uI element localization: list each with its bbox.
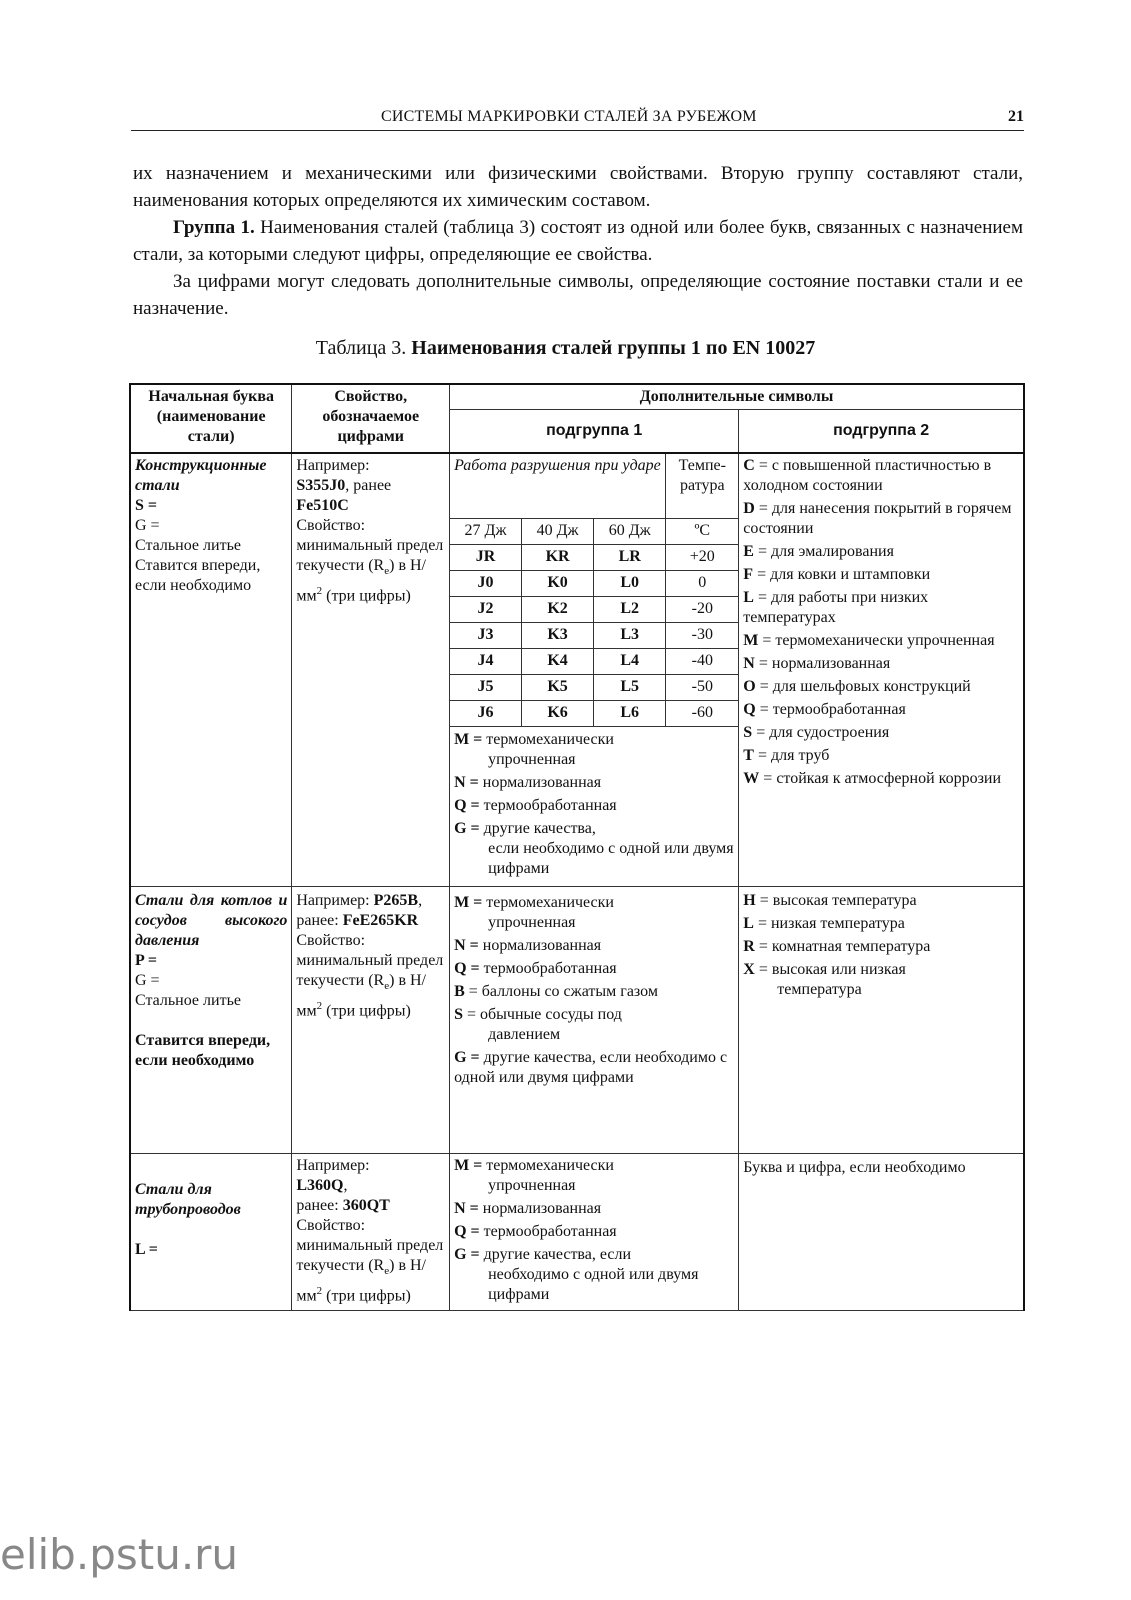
structural-note: Ставится впереди, если необходимо [135, 557, 261, 594]
symbol-desc: = обычные сосуды под [462, 1006, 622, 1023]
impact-row [450, 597, 738, 623]
symbol-key: N [743, 655, 755, 672]
symbol-item [743, 746, 1019, 766]
symbol-desc-cont: температура [777, 981, 862, 998]
symbol-desc: = для ковки и штамповки [753, 566, 931, 583]
symbol-desc: другие качества, если необходимо с одной или двумя цифрами [454, 1049, 728, 1086]
impact-cell: LR [594, 545, 666, 571]
symbol-item [454, 959, 734, 979]
symbol-item [454, 819, 734, 879]
symbol-key: B [454, 983, 465, 1000]
symbol-desc-cont: необходимо с одной или двумя цифрами [488, 1266, 699, 1303]
example-tail: , [418, 892, 423, 909]
symbol-desc: = высокая или низкая [754, 961, 906, 978]
symbol-item [454, 773, 734, 793]
property-unit: ) в Н/мм [296, 972, 426, 1020]
example-old-label: ранее: [296, 1197, 343, 1214]
symbol-key: W [743, 770, 760, 787]
symbol-desc: = для шельфовых конструкций [755, 678, 971, 695]
impact-table [450, 454, 738, 727]
impact-cell: -30 [666, 623, 739, 649]
property-sup: 2 [316, 1000, 323, 1013]
impact-col-header: 27 Дж [450, 519, 521, 545]
pressure-p: P = [135, 952, 158, 969]
head-additional-symbols: Дополнительные символы [450, 384, 1024, 410]
symbol-item [743, 937, 1019, 957]
impact-row [450, 571, 738, 597]
impact-cell: J4 [450, 649, 521, 675]
running-header [131, 104, 1024, 131]
symbol-desc: термомеханически [482, 1157, 614, 1174]
symbol-key: Q = [454, 797, 480, 814]
symbol-item [743, 960, 1019, 1000]
paragraph-1: их назначением и механическими или физическими свойствами. Вторую группу составляют стали, наименования которых определяются их химическим составом. [133, 163, 1023, 211]
example-code: S355J0 [296, 477, 346, 494]
impact-cell: +20 [666, 545, 739, 571]
impact-cell: -50 [666, 675, 739, 701]
symbol-item [454, 1222, 734, 1242]
symbol-desc: термообработанная [479, 1223, 617, 1240]
impact-cell: J5 [450, 675, 521, 701]
symbol-desc: термомеханически [482, 894, 614, 911]
impact-cell: 0 [666, 571, 739, 597]
symbol-desc-cont: давлением [488, 1026, 561, 1043]
cell-pressure-property [292, 887, 450, 1154]
symbol-key: M = [454, 731, 483, 748]
symbol-desc: = термомеханически упрочненная [758, 632, 995, 649]
impact-temp-header: Темпе-ратура [666, 454, 739, 519]
property-sub: e [384, 980, 390, 993]
impact-cell: L5 [594, 675, 666, 701]
symbol-key: N = [454, 937, 479, 954]
example-tail: , ранее [345, 477, 392, 494]
symbol-key: F [743, 566, 754, 583]
symbol-desc: = для эмалирования [753, 543, 894, 560]
impact-cell: K0 [522, 571, 594, 597]
impact-cell: L3 [594, 623, 666, 649]
cell-pressure-subgroup-2 [739, 887, 1024, 1154]
impact-cell: K2 [522, 597, 594, 623]
example-code: L360Q [296, 1177, 344, 1194]
symbol-item [743, 565, 1019, 585]
pressure-title: Стали для котлов и сосудов высокого давления [135, 892, 288, 949]
structural-g: G = [135, 517, 160, 534]
property-digits: (три цифры) [322, 1287, 411, 1305]
pressure-note: Ставится впереди, если необходимо [135, 1032, 271, 1069]
impact-cell: J2 [450, 597, 521, 623]
caption-title: Наименования сталей группы 1 по EN 10027 [411, 337, 816, 359]
impact-cell: J0 [450, 571, 521, 597]
subgroup-1-label: подгруппа 1 [546, 422, 643, 439]
example-old-code: 360QT [342, 1197, 390, 1214]
symbol-item [743, 588, 1019, 628]
pressure-cast: Стальное литье [135, 992, 241, 1009]
impact-row [450, 623, 738, 649]
symbol-item [743, 700, 1019, 720]
impact-col-header: 60 Дж [594, 519, 666, 545]
head-initial-letter: Начальная буква (наименование стали) [130, 384, 292, 453]
pipeline-subgroup-2-text: Буква и цифра, если необходимо [743, 1159, 966, 1176]
impact-cell: K3 [522, 623, 594, 649]
symbol-item [454, 1156, 734, 1196]
symbol-key: L [743, 589, 754, 606]
cell-pipeline-subgroup-2 [739, 1154, 1024, 1311]
symbol-desc: нормализованная [478, 937, 602, 954]
property-text: Свойство: минимальный предел текучести (R [296, 1217, 444, 1274]
property-sub: e [384, 1265, 390, 1278]
impact-title: Работа разрушения при ударе [450, 454, 666, 519]
running-title: СИСТЕМЫ МАРКИРОВКИ СТАЛЕЙ ЗА РУБЕЖОМ [381, 108, 757, 125]
symbol-key: Q = [454, 960, 480, 977]
impact-col-header: 40 Дж [522, 519, 594, 545]
symbol-key: M [743, 632, 759, 649]
symbol-desc-cont: упрочненная [488, 914, 576, 931]
symbol-key: Q [743, 701, 756, 718]
symbol-desc: = для труб [753, 747, 830, 764]
paragraph-2-text: Наименования сталей (таблица 3) состоят из одной или более букв, связанных с назначением стали, за которыми следуют цифры, определяющие ее свойства. [133, 217, 1023, 265]
impact-row [450, 701, 738, 727]
impact-cell: J3 [450, 623, 521, 649]
symbol-desc: = нормализованная [754, 655, 891, 672]
example-label: Например: [296, 892, 374, 909]
symbol-desc: = баллоны со сжатым газом [464, 983, 658, 1000]
impact-col-header: ºC [666, 519, 739, 545]
symbol-item [743, 677, 1019, 697]
impact-cell: K4 [522, 649, 594, 675]
property-sup: 2 [316, 1285, 323, 1298]
table-row-pressure [130, 887, 1024, 1154]
symbol-key: L [743, 915, 754, 932]
cell-pressure-subgroup-1 [450, 887, 739, 1154]
symbol-item [454, 730, 734, 770]
cell-structural-property [292, 453, 450, 887]
property-text: Свойство: минимальный предел текучести (R [296, 517, 444, 574]
symbol-item [743, 891, 1019, 911]
property-unit: ) в Н/мм [296, 1257, 426, 1305]
property-digits: (три цифры) [322, 587, 411, 605]
impact-row [450, 649, 738, 675]
symbol-item [743, 654, 1019, 674]
head-subgroup-2 [739, 410, 1024, 454]
pipeline-title: Стали для трубопроводов [135, 1181, 241, 1218]
symbol-desc: = стойкая к атмосферной коррозии [759, 770, 1002, 787]
impact-cell: -40 [666, 649, 739, 675]
symbol-desc-cont: если необходимо с одной или двумя цифрами [488, 840, 734, 877]
impact-cell: J6 [450, 701, 521, 727]
impact-cell: KR [522, 545, 594, 571]
symbol-key: H [743, 892, 756, 909]
property-sub: e [384, 565, 390, 578]
example-label: Например: [296, 1157, 370, 1174]
cell-pressure-letter [130, 887, 292, 1154]
pipeline-l: L = [135, 1241, 158, 1258]
symbol-key: S [454, 1006, 463, 1023]
symbol-desc: = с повышенной пластичностью в холодном состоянии [743, 457, 992, 494]
symbol-desc: = для судостроения [752, 724, 890, 741]
symbol-item [743, 631, 1019, 651]
property-sup: 2 [316, 585, 323, 598]
symbol-item [454, 796, 734, 816]
subgroup-2-label: подгруппа 2 [833, 422, 930, 439]
impact-cell: K6 [522, 701, 594, 727]
cell-pipeline-property [292, 1154, 450, 1311]
structural-cast: Стальное литье [135, 537, 241, 554]
symbol-item [743, 542, 1019, 562]
symbol-desc: нормализованная [478, 1200, 602, 1217]
pressure-g: G = [135, 972, 160, 989]
symbol-desc: термомеханически [482, 731, 614, 748]
example-old-code: FeE265KR [342, 912, 419, 929]
example-code: P265B [373, 892, 419, 909]
symbol-key: E [743, 543, 754, 560]
symbol-desc: термообработанная [479, 960, 617, 977]
impact-row [450, 545, 738, 571]
symbol-desc: = низкая температура [753, 915, 905, 932]
example-tail: , [343, 1177, 348, 1194]
symbol-desc: другие качества, [479, 820, 596, 837]
body-text [133, 160, 1023, 322]
example-label: Например: [296, 457, 370, 474]
paragraph-3: За цифрами могут следовать дополнительные символы, определяющие состояние поставки стали и ее назначение. [133, 271, 1023, 319]
symbol-desc-cont: упрочненная [488, 1177, 576, 1194]
impact-cell: -20 [666, 597, 739, 623]
structural-subgroup-1-list [450, 727, 738, 886]
symbol-desc-cont: упрочненная [488, 751, 576, 768]
symbol-key: R [743, 938, 755, 955]
watermark: elib.pstu.ru [0, 1530, 239, 1579]
structural-s: S = [135, 497, 158, 514]
symbol-key: G = [454, 1246, 480, 1263]
structural-title: Конструкционные стали [135, 457, 267, 494]
impact-cell: L4 [594, 649, 666, 675]
impact-cell: K5 [522, 675, 594, 701]
symbol-desc: = для нанесения покрытий в горячем состоянии [743, 500, 1012, 537]
symbol-key: D [743, 500, 755, 517]
symbol-key: G = [454, 1049, 480, 1066]
cell-pipeline-subgroup-1 [450, 1154, 739, 1311]
impact-cell: L2 [594, 597, 666, 623]
impact-cell: L6 [594, 701, 666, 727]
symbol-item [454, 893, 734, 933]
paragraph-2 [133, 214, 1023, 268]
symbol-desc: = комнатная температура [754, 938, 931, 955]
property-unit: ) в Н/мм [296, 557, 426, 605]
symbol-key: S [743, 724, 753, 741]
impact-cell: L0 [594, 571, 666, 597]
symbol-item [454, 1245, 734, 1305]
table-row-structural [130, 453, 1024, 887]
symbol-key: N = [454, 774, 479, 791]
symbol-key: X [743, 961, 755, 978]
caption-prefix: Таблица 3. [315, 337, 412, 359]
cell-structural-letter [130, 453, 292, 887]
symbol-key: G = [454, 820, 480, 837]
symbol-key: T [743, 747, 754, 764]
impact-row [450, 675, 738, 701]
table-row-pipeline [130, 1154, 1024, 1311]
symbol-key: O [743, 678, 756, 695]
symbol-desc: = высокая температура [755, 892, 917, 909]
head-subgroup-1 [450, 410, 739, 454]
example-old-code: Fe510C [296, 497, 349, 514]
symbol-item [454, 1005, 734, 1045]
symbol-item [454, 1199, 734, 1219]
example-old-label: ранее: [296, 912, 343, 929]
page-number: 21 [1008, 108, 1024, 125]
symbol-item [743, 723, 1019, 743]
symbol-desc: другие качества, если [479, 1246, 632, 1263]
property-digits: (три цифры) [322, 1002, 411, 1020]
symbol-key: C [743, 457, 755, 474]
impact-energy-row [450, 519, 738, 545]
impact-cell: JR [450, 545, 521, 571]
symbol-key: N = [454, 1200, 479, 1217]
symbol-item [743, 499, 1019, 539]
symbol-desc: = термообработанная [755, 701, 906, 718]
table-caption [0, 337, 1131, 360]
head-property: Свойство, обозначаемое цифрами [292, 384, 450, 453]
symbol-item [743, 769, 1019, 789]
cell-structural-subgroup-1 [450, 453, 739, 887]
property-text: Свойство: минимальный предел текучести (R [296, 932, 444, 989]
symbol-key: M = [454, 894, 483, 911]
group-label: Группа 1. [173, 217, 255, 238]
cell-structural-subgroup-2 [739, 453, 1024, 887]
symbol-desc: нормализованная [478, 774, 602, 791]
symbol-key: M = [454, 1157, 483, 1174]
symbol-item [743, 914, 1019, 934]
symbol-item [743, 456, 1019, 496]
steel-names-table [129, 383, 1025, 1311]
impact-cell: -60 [666, 701, 739, 727]
symbol-item [454, 1048, 734, 1088]
symbol-desc: термообработанная [479, 797, 617, 814]
symbol-item [454, 982, 734, 1002]
symbol-item [454, 936, 734, 956]
cell-pipeline-letter [130, 1154, 292, 1311]
symbol-desc: = для работы при низких температурах [743, 589, 929, 626]
symbol-key: Q = [454, 1223, 480, 1240]
